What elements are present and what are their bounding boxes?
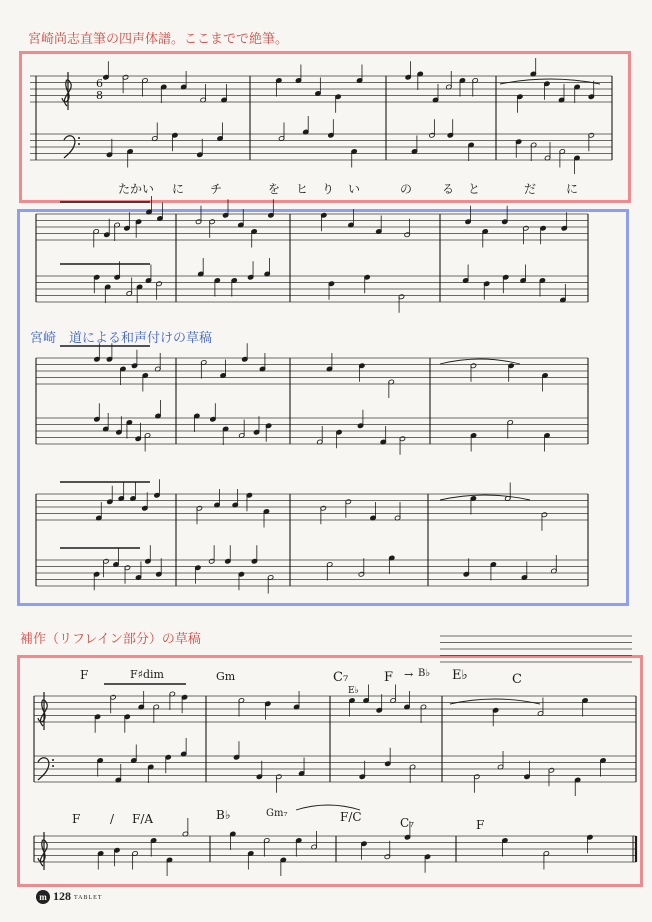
- brand-number: 128: [53, 889, 71, 903]
- chord-symbol: F♯dim: [130, 668, 164, 681]
- caption-top: 宮崎尚志直筆の四声体譜。ここまでで絶筆。: [28, 32, 289, 47]
- brand-mark-icon: m: [36, 890, 50, 904]
- lyric: を: [268, 182, 281, 196]
- chord-symbol: →: [404, 668, 414, 681]
- chord-symbol: Gm₇: [266, 808, 288, 819]
- lyric: り: [322, 182, 335, 196]
- bass-clef-dot: [52, 765, 54, 767]
- lyric: だ: [524, 182, 537, 196]
- chord-symbol: /: [110, 812, 115, 826]
- lyric: ヒ: [296, 182, 309, 196]
- bass-clef-dot: [78, 137, 80, 139]
- slur: [500, 79, 600, 84]
- chord-symbol: F/A: [132, 812, 154, 826]
- bass-clef-dot: [52, 759, 54, 761]
- chord-symbol: E♭: [452, 668, 468, 683]
- chord-symbol: F: [476, 818, 485, 832]
- treble-clef-icon: [38, 832, 47, 870]
- chord-symbol: B♭: [216, 808, 231, 822]
- chord-symbol: E♭: [348, 686, 359, 696]
- lyric: る: [442, 182, 455, 196]
- lyric: に: [172, 182, 185, 196]
- caption-middle: 宮崎 道による和声付けの草稿: [30, 331, 213, 346]
- lyric: チ: [210, 182, 223, 196]
- chord-symbol: C₇: [400, 816, 414, 830]
- chord-symbol: C₇: [333, 670, 349, 685]
- brand-word: TABLET: [74, 895, 103, 901]
- bass-clef-dot: [78, 143, 80, 145]
- treble-clef-icon: [38, 692, 47, 730]
- chord-symbol: Gm: [216, 670, 236, 683]
- lyric: い: [348, 182, 361, 196]
- caption-bottom: 補作（リフレイン部分）の草稿: [20, 632, 201, 647]
- chord-symbol: F: [72, 812, 81, 826]
- chord-symbol: F: [80, 668, 89, 682]
- lyric: の: [400, 182, 413, 196]
- treble-clef-icon: [62, 72, 71, 110]
- slur: [440, 359, 520, 364]
- lyric: と: [468, 182, 481, 196]
- slur: [440, 495, 530, 500]
- slur: [450, 699, 540, 704]
- time-signature: 6: [96, 77, 103, 90]
- lyric: たかい: [118, 182, 155, 196]
- notebook-brand-logo: [36, 889, 103, 904]
- chord-symbol: F/C: [340, 810, 362, 824]
- lyric: に: [566, 182, 579, 196]
- chord-symbol: C: [512, 672, 522, 687]
- time-signature: 8: [96, 89, 103, 102]
- chord-symbol: B♭: [418, 668, 431, 679]
- chord-symbol: F: [384, 670, 394, 685]
